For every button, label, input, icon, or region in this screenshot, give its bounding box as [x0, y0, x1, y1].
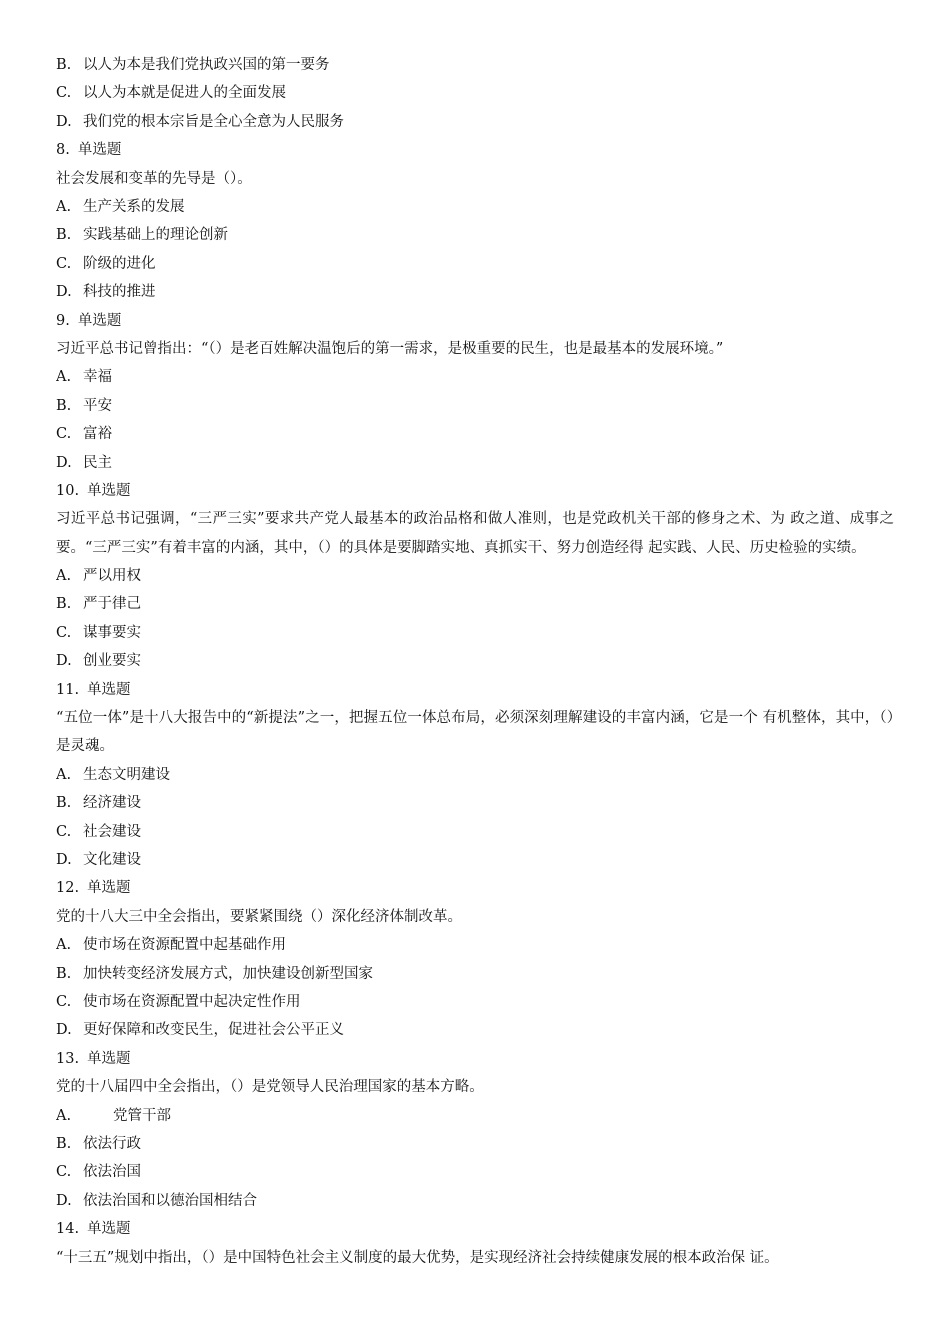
option-line — [56, 108, 894, 136]
option-letter: D. — [56, 852, 72, 869]
question-type: 单选题 — [87, 880, 131, 897]
option-letter: B. — [56, 596, 72, 613]
option-letter: D. — [56, 1192, 72, 1209]
option-letter: C. — [56, 624, 72, 641]
question-number: 11. — [56, 681, 80, 698]
option-line — [56, 221, 894, 249]
option-text: 严于律己 — [83, 596, 141, 613]
option-text: 创业要实 — [83, 653, 141, 670]
option-line — [56, 79, 894, 107]
question-number: 14. — [56, 1221, 80, 1238]
option-text: 使市场在资源配置中起决定性作用 — [83, 994, 301, 1010]
question-type: 单选题 — [77, 142, 122, 159]
option-letter: D. — [56, 284, 72, 301]
option-text: 依法治国和以德治国相结合 — [83, 1192, 257, 1209]
option-letter: B. — [56, 57, 72, 73]
option-text: 经济建设 — [83, 795, 141, 812]
option-letter: A. — [56, 766, 72, 783]
option-text: 谋事要实 — [83, 624, 141, 641]
option-letter: D. — [56, 113, 72, 130]
option-text: 富裕 — [83, 426, 112, 443]
question-type: 单选题 — [87, 1221, 131, 1238]
option-text: 加快转变经济发展方式，加快建设创新型国家 — [83, 965, 373, 982]
option-line — [56, 818, 894, 846]
option-line — [56, 1102, 894, 1130]
question-stem: “五位一体”是十八大报告中的“新提法”之一，把握五位一体总布局，必须深刻理解建设的丰富内涵，它是一个 有机整体，其中，（）是灵魂。 — [56, 710, 894, 755]
question-number: 13. — [56, 1050, 80, 1067]
question-stem: 社会发展和变革的先导是（）。 — [56, 170, 252, 187]
question-type: 单选题 — [77, 312, 122, 329]
option-line — [56, 846, 894, 874]
option-line — [56, 392, 894, 420]
option-letter: D. — [56, 1022, 72, 1039]
option-line — [56, 931, 894, 959]
option-text: 社会建设 — [83, 823, 141, 840]
question-header — [56, 136, 894, 164]
option-line — [56, 1158, 894, 1186]
option-text: 更好保障和改变民生，促进社会公平正义 — [83, 1022, 344, 1039]
question-header — [56, 1215, 894, 1243]
option-letter: D. — [56, 653, 72, 670]
option-line — [56, 988, 894, 1016]
question-stem: 党的十八大三中全会指出，要紧紧围绕（）深化经济体制改革。 — [56, 908, 462, 925]
option-letter: A. — [56, 369, 72, 386]
option-line — [56, 960, 894, 988]
option-letter: B. — [56, 965, 72, 982]
option-letter: A. — [56, 568, 72, 585]
option-line — [56, 647, 894, 675]
question-stem: 习近平总书记曾指出：“（）是老百姓解决温饱后的第一需求，是极重要的民生，也是最基本的发展环境。” — [56, 340, 724, 357]
option-text: 实践基础上的理论创新 — [83, 227, 228, 244]
option-line — [56, 51, 894, 79]
option-text: 科技的推进 — [83, 284, 156, 301]
option-letter: A. — [56, 1107, 72, 1124]
option-line — [56, 363, 894, 391]
option-text: 严以用权 — [83, 568, 141, 585]
option-letter: A. — [56, 937, 72, 954]
option-letter: B. — [56, 795, 72, 812]
option-line — [56, 761, 894, 789]
question-stem: 习近平总书记强调，“三严三实”要求共产党人最基本的政治品格和做人准则，也是党政机关干部的修身之术、为 政之道、成事之要。“三严三实”有着丰富的内涵，其中，（）的具体是要脚踏实地、真抓实干、努力创造经得 起实践、人民、历史检验的实绩。 — [56, 511, 894, 556]
option-text: 依法行政 — [83, 1135, 141, 1152]
option-letter: C. — [56, 426, 72, 443]
option-text: 阶级的进化 — [83, 255, 156, 272]
option-text: 以人为本是我们党执政兴国的第一要务 — [83, 57, 330, 73]
question-type: 单选题 — [87, 681, 131, 698]
option-line — [56, 449, 894, 477]
option-letter: D. — [56, 454, 72, 471]
option-letter: B. — [56, 397, 72, 414]
question-header — [56, 477, 894, 505]
option-line — [56, 590, 894, 618]
option-text: 我们党的根本宗旨是全心全意为人民服务 — [83, 113, 344, 130]
option-text: 民主 — [83, 454, 112, 471]
question-stem: 党的十八届四中全会指出，（）是党领导人民治理国家的基本方略。 — [56, 1079, 484, 1096]
question-number: 8. — [56, 142, 70, 159]
option-letter: B. — [56, 1135, 72, 1152]
option-line — [56, 193, 894, 221]
option-letter: C. — [56, 823, 72, 840]
question-header — [56, 676, 894, 704]
question-header — [56, 874, 894, 902]
option-line — [56, 1187, 894, 1215]
option-line — [56, 619, 894, 647]
option-letter: C. — [56, 1164, 72, 1181]
option-line — [56, 250, 894, 278]
question-header — [56, 1045, 894, 1073]
option-text: 生态文明建设 — [83, 766, 170, 783]
option-line — [56, 789, 894, 817]
option-line — [56, 278, 894, 306]
option-text: 使市场在资源配置中起基础作用 — [83, 937, 286, 954]
question-stem: “十三五”规划中指出，（）是中国特色社会主义制度的最大优势，是实现经济社会持续健康发展的根本政治保 证。 — [56, 1249, 779, 1266]
option-text: 文化建设 — [83, 852, 141, 869]
option-letter: C. — [56, 255, 72, 272]
option-line — [56, 1016, 894, 1044]
question-type: 单选题 — [87, 1050, 131, 1067]
option-letter: C. — [56, 994, 72, 1010]
option-line — [56, 1130, 894, 1158]
option-letter: C. — [56, 85, 72, 102]
question-header — [56, 307, 894, 335]
question-type: 单选题 — [87, 482, 131, 499]
option-line — [56, 420, 894, 448]
option-letter: B. — [56, 227, 72, 244]
option-text: 以人为本就是促进人的全面发展 — [83, 85, 286, 102]
option-text: 幸福 — [83, 369, 112, 386]
question-number: 10. — [56, 482, 80, 499]
option-line — [56, 562, 894, 590]
question-number: 9. — [56, 312, 70, 329]
option-text: 依法治国 — [83, 1164, 141, 1181]
option-text: 党管干部 — [113, 1107, 171, 1124]
option-text: 平安 — [83, 397, 112, 414]
option-letter: A. — [56, 198, 72, 215]
question-number: 12. — [56, 880, 80, 897]
option-text: 生产关系的发展 — [83, 198, 185, 215]
